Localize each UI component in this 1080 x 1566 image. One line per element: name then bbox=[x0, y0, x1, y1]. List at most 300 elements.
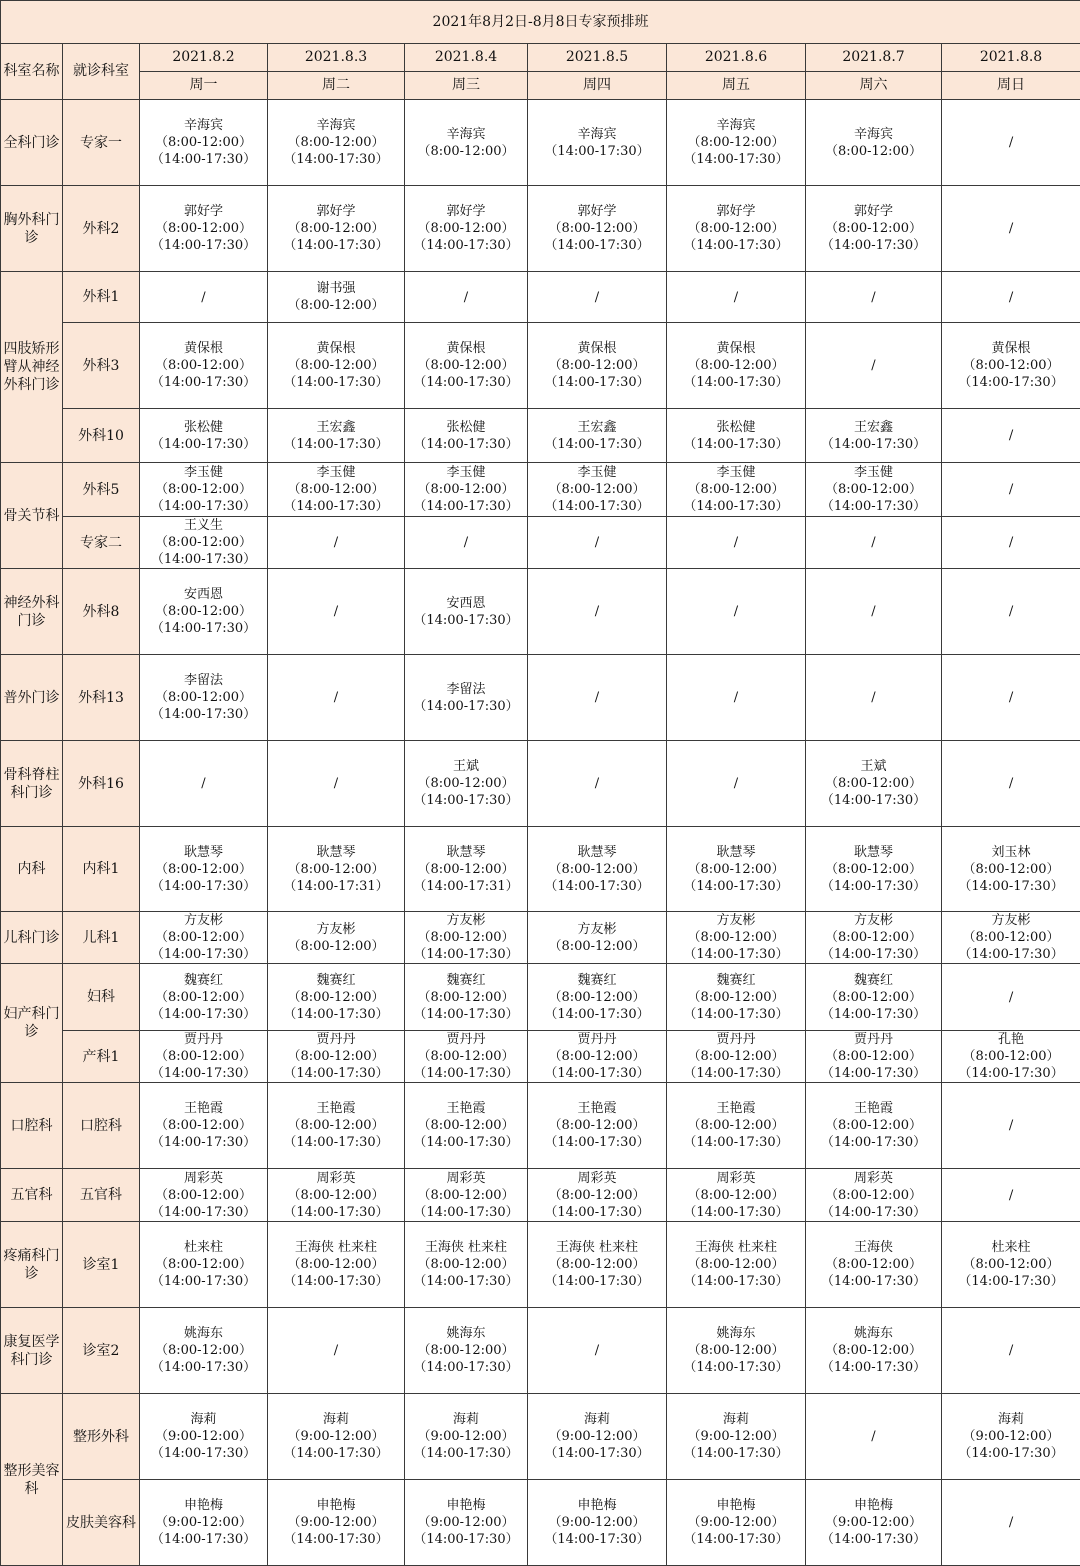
time-slot: （8:00-12:00） bbox=[669, 481, 803, 498]
doctor-name: / bbox=[270, 1342, 402, 1359]
time-slot: （14:00-17:30） bbox=[142, 620, 265, 637]
time-slot: （8:00-12:00） bbox=[142, 1342, 265, 1359]
schedule-cell bbox=[942, 741, 1080, 827]
doctor-name: / bbox=[669, 775, 803, 792]
schedule-cell bbox=[942, 100, 1080, 186]
time-slot: （8:00-12:00） bbox=[142, 1048, 265, 1065]
schedule-cell bbox=[528, 741, 667, 827]
schedule-cell bbox=[268, 655, 405, 741]
doctor-name: / bbox=[142, 775, 265, 792]
doctor-name: 王艳霞 bbox=[407, 1100, 525, 1117]
schedule-cell bbox=[140, 1480, 268, 1566]
time-slot: （14:00-17:30） bbox=[142, 436, 265, 453]
time-slot: （8:00-12:00） bbox=[270, 938, 402, 955]
time-slot: （8:00-12:00） bbox=[669, 220, 803, 237]
time-slot: （8:00-12:00） bbox=[407, 1187, 525, 1204]
doctor-name: 耿慧琴 bbox=[669, 844, 803, 861]
doctor-name: / bbox=[530, 689, 664, 706]
time-slot: （14:00-17:30） bbox=[530, 237, 664, 254]
time-slot: （8:00-12:00） bbox=[944, 929, 1078, 946]
doctor-name: 郭好学 bbox=[270, 203, 402, 220]
time-slot: （8:00-12:00） bbox=[142, 220, 265, 237]
time-slot: （14:00-17:30） bbox=[808, 237, 939, 254]
doctor-name: 王宏鑫 bbox=[530, 419, 664, 436]
time-slot: （8:00-12:00） bbox=[808, 861, 939, 878]
time-slot: （8:00-12:00） bbox=[142, 1256, 265, 1273]
time-slot: （8:00-12:00） bbox=[530, 357, 664, 374]
time-slot: （8:00-12:00） bbox=[270, 220, 402, 237]
time-slot: （14:00-17:30） bbox=[142, 1204, 265, 1221]
weekday-header: 周日 bbox=[942, 72, 1080, 100]
time-slot: （14:00-17:30） bbox=[669, 1134, 803, 1151]
time-slot: （14:00-17:30） bbox=[407, 1445, 525, 1462]
time-slot: （14:00-17:30） bbox=[142, 498, 265, 515]
schedule-cell bbox=[942, 1169, 1080, 1222]
time-slot: （14:00-17:30） bbox=[142, 1134, 265, 1151]
doctor-name: 王艳霞 bbox=[669, 1100, 803, 1117]
schedule-cell bbox=[140, 323, 268, 409]
time-slot: （14:00-17:30） bbox=[944, 946, 1078, 963]
time-slot: （8:00-12:00） bbox=[407, 143, 525, 160]
schedule-row bbox=[1, 517, 1080, 569]
schedule-cell bbox=[528, 272, 667, 323]
doctor-name: 方友彬 bbox=[530, 921, 664, 938]
dept-name: 口腔科 bbox=[1, 1083, 63, 1169]
schedule-cell bbox=[528, 323, 667, 409]
schedule-cell bbox=[806, 517, 942, 569]
time-slot: （8:00-12:00） bbox=[669, 989, 803, 1006]
schedule-cell bbox=[140, 1308, 268, 1394]
time-slot: （14:00-17:30） bbox=[407, 1006, 525, 1023]
room-header: 就诊科室 bbox=[63, 44, 140, 100]
dept-name: 整形美容科 bbox=[1, 1394, 63, 1566]
time-slot: （8:00-12:00） bbox=[669, 1048, 803, 1065]
schedule-cell bbox=[942, 186, 1080, 272]
schedule-cell bbox=[140, 517, 268, 569]
schedule-cell bbox=[140, 272, 268, 323]
doctor-name: 方友彬 bbox=[944, 912, 1078, 929]
weekday-header: 周三 bbox=[405, 72, 528, 100]
time-slot: （8:00-12:00） bbox=[142, 481, 265, 498]
schedule-cell bbox=[806, 569, 942, 655]
title-row bbox=[1, 1, 1080, 44]
time-slot: （8:00-12:00） bbox=[407, 929, 525, 946]
room-name: 外科2 bbox=[63, 186, 140, 272]
doctor-name: 魏赛红 bbox=[669, 972, 803, 989]
schedule-cell bbox=[268, 912, 405, 964]
time-slot: （8:00-12:00） bbox=[142, 1117, 265, 1134]
room-name: 产科1 bbox=[63, 1031, 140, 1083]
time-slot: （8:00-12:00） bbox=[142, 357, 265, 374]
time-slot: （14:00-17:30） bbox=[407, 436, 525, 453]
time-slot: （14:00-17:30） bbox=[669, 1006, 803, 1023]
time-slot: （14:00-17:30） bbox=[669, 1531, 803, 1548]
doctor-name: 耿慧琴 bbox=[530, 844, 664, 861]
schedule-cell bbox=[667, 1169, 806, 1222]
time-slot: （8:00-12:00） bbox=[407, 220, 525, 237]
date-header: 2021.8.8 bbox=[942, 44, 1080, 72]
time-slot: （8:00-12:00） bbox=[407, 1048, 525, 1065]
schedule-row bbox=[1, 409, 1080, 463]
time-slot: （9:00-12:00） bbox=[142, 1428, 265, 1445]
doctor-name: 孔艳 bbox=[944, 1031, 1078, 1048]
time-slot: （14:00-17:30） bbox=[669, 498, 803, 515]
doctor-name: 魏赛红 bbox=[142, 972, 265, 989]
doctor-name: 申艳梅 bbox=[142, 1497, 265, 1514]
schedule-cell bbox=[528, 100, 667, 186]
doctor-name: 黄保根 bbox=[530, 340, 664, 357]
schedule-cell bbox=[942, 964, 1080, 1031]
schedule-cell bbox=[528, 517, 667, 569]
dept-name: 神经外科门诊 bbox=[1, 569, 63, 655]
doctor-name: 耿慧琴 bbox=[407, 844, 525, 861]
time-slot: （14:00-17:30） bbox=[407, 1359, 525, 1376]
time-slot: （14:00-17:30） bbox=[944, 374, 1078, 391]
time-slot: （14:00-17:31） bbox=[270, 878, 402, 895]
schedule-cell bbox=[268, 741, 405, 827]
schedule-cell bbox=[405, 1394, 528, 1480]
room-name: 专家一 bbox=[63, 100, 140, 186]
doctor-name: / bbox=[944, 689, 1078, 706]
time-slot: （9:00-12:00） bbox=[808, 1514, 939, 1531]
time-slot: （14:00-17:30） bbox=[270, 436, 402, 453]
time-slot: （8:00-12:00） bbox=[407, 861, 525, 878]
doctor-name: 王斌 bbox=[808, 758, 939, 775]
doctor-name: 黄保根 bbox=[270, 340, 402, 357]
schedule-cell bbox=[405, 655, 528, 741]
time-slot: （8:00-12:00） bbox=[944, 1048, 1078, 1065]
doctor-name: 谢书强 bbox=[270, 280, 402, 297]
doctor-name: 贾丹丹 bbox=[270, 1031, 402, 1048]
time-slot: （8:00-12:00） bbox=[808, 1256, 939, 1273]
schedule-cell bbox=[140, 186, 268, 272]
doctor-name: 王海侠 杜来柱 bbox=[669, 1239, 803, 1256]
doctor-name: 张松健 bbox=[669, 419, 803, 436]
schedule-row bbox=[1, 964, 1080, 1031]
time-slot: （14:00-17:30） bbox=[530, 1445, 664, 1462]
doctor-name: / bbox=[270, 603, 402, 620]
room-name: 专家二 bbox=[63, 517, 140, 569]
dept-name: 儿科门诊 bbox=[1, 912, 63, 964]
time-slot: （14:00-17:30） bbox=[808, 1273, 939, 1290]
schedule-cell bbox=[806, 100, 942, 186]
schedule-cell bbox=[405, 517, 528, 569]
time-slot: （14:00-17:30） bbox=[142, 878, 265, 895]
room-name: 内科1 bbox=[63, 827, 140, 912]
schedule-cell bbox=[405, 409, 528, 463]
doctor-name: / bbox=[530, 534, 664, 551]
time-slot: （8:00-12:00） bbox=[142, 861, 265, 878]
time-slot: （14:00-17:30） bbox=[944, 878, 1078, 895]
schedule-cell bbox=[942, 517, 1080, 569]
date-row bbox=[1, 44, 1080, 72]
doctor-name: / bbox=[944, 1514, 1078, 1531]
schedule-cell bbox=[667, 272, 806, 323]
time-slot: （14:00-17:30） bbox=[530, 436, 664, 453]
time-slot: （8:00-12:00） bbox=[530, 481, 664, 498]
schedule-cell bbox=[405, 741, 528, 827]
time-slot: （8:00-12:00） bbox=[407, 481, 525, 498]
schedule-cell bbox=[528, 463, 667, 517]
time-slot: （9:00-12:00） bbox=[669, 1514, 803, 1531]
time-slot: （14:00-17:30） bbox=[270, 237, 402, 254]
time-slot: （14:00-17:30） bbox=[142, 237, 265, 254]
schedule-cell bbox=[667, 569, 806, 655]
time-slot: （14:00-17:30） bbox=[407, 946, 525, 963]
schedule-cell bbox=[140, 1031, 268, 1083]
doctor-name: / bbox=[407, 534, 525, 551]
doctor-name: 郭好学 bbox=[407, 203, 525, 220]
schedule-cell bbox=[667, 827, 806, 912]
doctor-name: / bbox=[944, 427, 1078, 444]
schedule-cell bbox=[667, 655, 806, 741]
schedule-cell bbox=[405, 912, 528, 964]
schedule-cell bbox=[667, 741, 806, 827]
schedule-cell bbox=[806, 1031, 942, 1083]
doctor-name: 张松健 bbox=[142, 419, 265, 436]
time-slot: （14:00-17:30） bbox=[808, 878, 939, 895]
time-slot: （9:00-12:00） bbox=[530, 1514, 664, 1531]
schedule-cell bbox=[140, 741, 268, 827]
time-slot: （9:00-12:00） bbox=[142, 1514, 265, 1531]
schedule-cell bbox=[528, 964, 667, 1031]
schedule-cell bbox=[528, 569, 667, 655]
doctor-name: / bbox=[808, 534, 939, 551]
doctor-name: 李玉健 bbox=[270, 464, 402, 481]
schedule-cell bbox=[806, 1394, 942, 1480]
schedule-cell bbox=[268, 186, 405, 272]
dept-header: 科室名称 bbox=[1, 44, 63, 100]
time-slot: （14:00-17:30） bbox=[530, 498, 664, 515]
doctor-name: 辛海宾 bbox=[407, 126, 525, 143]
doctor-name: 海莉 bbox=[407, 1411, 525, 1428]
schedule-cell bbox=[667, 517, 806, 569]
schedule-cell bbox=[942, 272, 1080, 323]
time-slot: （14:00-17:30） bbox=[142, 1273, 265, 1290]
schedule-cell bbox=[806, 1222, 942, 1308]
time-slot: （8:00-12:00） bbox=[270, 297, 402, 314]
schedule-cell bbox=[268, 827, 405, 912]
doctor-name: 海莉 bbox=[944, 1411, 1078, 1428]
schedule-row bbox=[1, 1308, 1080, 1394]
doctor-name: 王艳霞 bbox=[530, 1100, 664, 1117]
doctor-name: 安西恩 bbox=[407, 595, 525, 612]
schedule-cell bbox=[268, 1308, 405, 1394]
room-name: 外科1 bbox=[63, 272, 140, 323]
schedule-cell bbox=[268, 409, 405, 463]
schedule-cell bbox=[942, 1308, 1080, 1394]
doctor-name: / bbox=[270, 534, 402, 551]
schedule-cell bbox=[942, 1394, 1080, 1480]
schedule-cell bbox=[405, 569, 528, 655]
room-name: 五官科 bbox=[63, 1169, 140, 1222]
time-slot: （14:00-17:30） bbox=[530, 1065, 664, 1082]
date-header: 2021.8.4 bbox=[405, 44, 528, 72]
time-slot: （14:00-17:30） bbox=[808, 1359, 939, 1376]
schedule-cell bbox=[268, 323, 405, 409]
time-slot: （14:00-17:30） bbox=[808, 1065, 939, 1082]
schedule-row bbox=[1, 1394, 1080, 1480]
schedule-cell bbox=[667, 186, 806, 272]
schedule-cell bbox=[806, 1169, 942, 1222]
doctor-name: 李留法 bbox=[407, 681, 525, 698]
time-slot: （14:00-17:30） bbox=[944, 1445, 1078, 1462]
doctor-name: 贾丹丹 bbox=[669, 1031, 803, 1048]
doctor-name: 申艳梅 bbox=[270, 1497, 402, 1514]
doctor-name: / bbox=[808, 689, 939, 706]
schedule-row bbox=[1, 463, 1080, 517]
schedule-row bbox=[1, 912, 1080, 964]
time-slot: （14:00-17:30） bbox=[530, 1006, 664, 1023]
doctor-name: 方友彬 bbox=[142, 912, 265, 929]
doctor-name: / bbox=[808, 1428, 939, 1445]
doctor-name: 姚海东 bbox=[142, 1325, 265, 1342]
time-slot: （8:00-12:00） bbox=[270, 861, 402, 878]
schedule-row bbox=[1, 1169, 1080, 1222]
dept-name: 骨科脊柱科门诊 bbox=[1, 741, 63, 827]
schedule-cell bbox=[140, 409, 268, 463]
dept-name: 内科 bbox=[1, 827, 63, 912]
time-slot: （8:00-12:00） bbox=[407, 1342, 525, 1359]
time-slot: （8:00-12:00） bbox=[142, 989, 265, 1006]
doctor-name: 耿慧琴 bbox=[142, 844, 265, 861]
time-slot: （14:00-17:30） bbox=[407, 498, 525, 515]
time-slot: （8:00-12:00） bbox=[270, 357, 402, 374]
doctor-name: 方友彬 bbox=[808, 912, 939, 929]
time-slot: （8:00-12:00） bbox=[808, 143, 939, 160]
schedule-cell bbox=[942, 1222, 1080, 1308]
time-slot: （8:00-12:00） bbox=[407, 1256, 525, 1273]
schedule-cell bbox=[140, 964, 268, 1031]
schedule-cell bbox=[667, 1083, 806, 1169]
dept-name: 疼痛科门诊 bbox=[1, 1222, 63, 1308]
time-slot: （8:00-12:00） bbox=[808, 775, 939, 792]
schedule-cell bbox=[667, 912, 806, 964]
schedule-cell bbox=[806, 655, 942, 741]
schedule-cell bbox=[667, 323, 806, 409]
time-slot: （14:00-17:30） bbox=[808, 1204, 939, 1221]
schedule-row bbox=[1, 655, 1080, 741]
room-name: 外科13 bbox=[63, 655, 140, 741]
schedule-cell bbox=[140, 827, 268, 912]
doctor-name: 申艳梅 bbox=[407, 1497, 525, 1514]
doctor-name: / bbox=[808, 289, 939, 306]
time-slot: （14:00-17:30） bbox=[142, 1531, 265, 1548]
room-name: 外科10 bbox=[63, 409, 140, 463]
room-name: 外科5 bbox=[63, 463, 140, 517]
dept-name: 骨关节科 bbox=[1, 463, 63, 569]
schedule-cell bbox=[528, 655, 667, 741]
doctor-name: 王宏鑫 bbox=[270, 419, 402, 436]
schedule-cell bbox=[528, 912, 667, 964]
schedule-cell bbox=[667, 1308, 806, 1394]
schedule-cell bbox=[405, 1169, 528, 1222]
doctor-name: 周彩英 bbox=[530, 1170, 664, 1187]
doctor-name: 魏赛红 bbox=[808, 972, 939, 989]
dept-name: 四肢矫形臂从神经外科门诊 bbox=[1, 272, 63, 463]
date-header: 2021.8.2 bbox=[140, 44, 268, 72]
schedule-row bbox=[1, 1222, 1080, 1308]
doctor-name: 方友彬 bbox=[270, 921, 402, 938]
schedule-cell bbox=[140, 912, 268, 964]
schedule-cell bbox=[140, 1394, 268, 1480]
doctor-name: / bbox=[944, 775, 1078, 792]
room-name: 整形外科 bbox=[63, 1394, 140, 1480]
time-slot: （9:00-12:00） bbox=[530, 1428, 664, 1445]
time-slot: （8:00-12:00） bbox=[142, 603, 265, 620]
doctor-name: 黄保根 bbox=[142, 340, 265, 357]
dept-name: 妇产科门诊 bbox=[1, 964, 63, 1083]
doctor-name: 黄保根 bbox=[407, 340, 525, 357]
schedule-cell bbox=[942, 463, 1080, 517]
time-slot: （14:00-17:30） bbox=[270, 1134, 402, 1151]
time-slot: （8:00-12:00） bbox=[669, 1342, 803, 1359]
time-slot: （8:00-12:00） bbox=[808, 220, 939, 237]
schedule-cell bbox=[667, 1222, 806, 1308]
doctor-name: 李玉健 bbox=[530, 464, 664, 481]
time-slot: （8:00-12:00） bbox=[407, 989, 525, 1006]
schedule-cell bbox=[667, 1394, 806, 1480]
time-slot: （14:00-17:30） bbox=[270, 374, 402, 391]
doctor-name: 辛海宾 bbox=[808, 126, 939, 143]
doctor-name: 王宏鑫 bbox=[808, 419, 939, 436]
time-slot: （8:00-12:00） bbox=[808, 1342, 939, 1359]
schedule-cell bbox=[528, 1222, 667, 1308]
time-slot: （14:00-17:30） bbox=[142, 1445, 265, 1462]
time-slot: （14:00-17:30） bbox=[944, 1065, 1078, 1082]
time-slot: （14:00-17:30） bbox=[669, 1065, 803, 1082]
schedule-row bbox=[1, 186, 1080, 272]
doctor-name: 贾丹丹 bbox=[142, 1031, 265, 1048]
doctor-name: / bbox=[944, 1187, 1078, 1204]
schedule-cell bbox=[268, 1222, 405, 1308]
doctor-name: 周彩英 bbox=[669, 1170, 803, 1187]
schedule-cell bbox=[942, 655, 1080, 741]
time-slot: （8:00-12:00） bbox=[407, 357, 525, 374]
schedule-cell bbox=[405, 964, 528, 1031]
time-slot: （14:00-17:30） bbox=[808, 792, 939, 809]
time-slot: （14:00-17:30） bbox=[407, 612, 525, 629]
doctor-name: 申艳梅 bbox=[669, 1497, 803, 1514]
doctor-name: 李玉健 bbox=[669, 464, 803, 481]
time-slot: （8:00-12:00） bbox=[944, 861, 1078, 878]
schedule-cell bbox=[405, 1031, 528, 1083]
doctor-name: / bbox=[142, 289, 265, 306]
schedule-cell bbox=[667, 1480, 806, 1566]
time-slot: （14:00-17:30） bbox=[270, 1006, 402, 1023]
time-slot: （8:00-12:00） bbox=[530, 1256, 664, 1273]
time-slot: （14:00-17:30） bbox=[944, 1273, 1078, 1290]
time-slot: （14:00-17:30） bbox=[808, 498, 939, 515]
room-name: 妇科 bbox=[63, 964, 140, 1031]
time-slot: （8:00-12:00） bbox=[530, 220, 664, 237]
time-slot: （8:00-12:00） bbox=[270, 1117, 402, 1134]
time-slot: （14:00-17:30） bbox=[407, 374, 525, 391]
doctor-name: 杜来柱 bbox=[142, 1239, 265, 1256]
schedule-cell bbox=[942, 569, 1080, 655]
schedule-cell bbox=[806, 964, 942, 1031]
time-slot: （14:00-17:30） bbox=[669, 878, 803, 895]
time-slot: （14:00-17:30） bbox=[669, 1359, 803, 1376]
schedule-cell bbox=[942, 827, 1080, 912]
schedule-cell bbox=[806, 741, 942, 827]
time-slot: （14:00-17:30） bbox=[407, 1273, 525, 1290]
schedule-cell bbox=[405, 272, 528, 323]
schedule-cell bbox=[667, 409, 806, 463]
schedule-cell bbox=[942, 912, 1080, 964]
schedule-cell bbox=[806, 323, 942, 409]
time-slot: （8:00-12:00） bbox=[142, 134, 265, 151]
